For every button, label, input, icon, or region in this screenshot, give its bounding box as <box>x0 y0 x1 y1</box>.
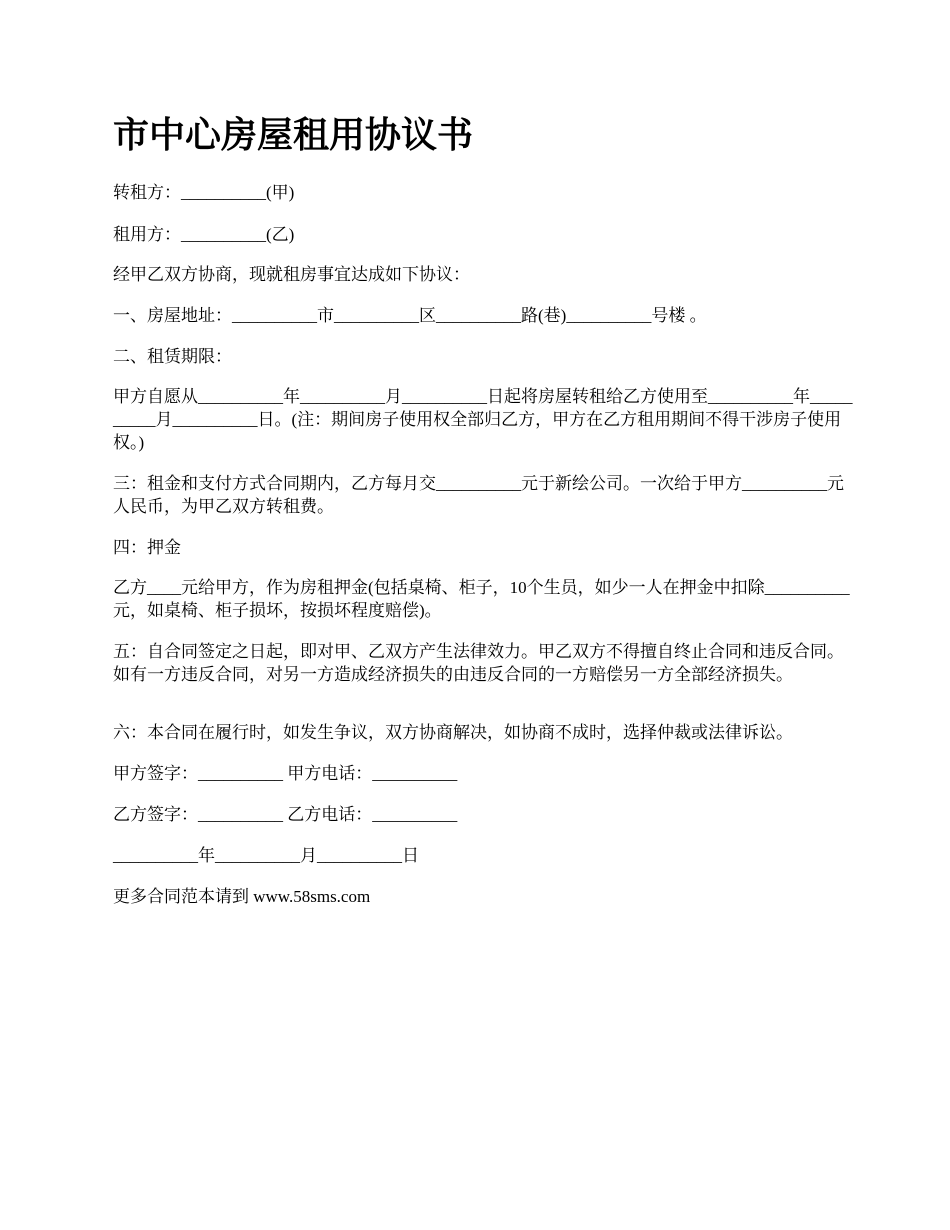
signature-line-party-a: 甲方签字：__________ 甲方电话：__________ <box>113 764 458 783</box>
paragraph-intro: 经甲乙双方协商，现就租房事宜达成如下协议： <box>113 265 470 284</box>
paragraph-validity: 五：自合同签定之日起，即对甲、乙双方产生法律效力。甲乙双方不得擅自终止合同和违反合同。如有一方违反合同，对另一方造成经济损失的由违反合同的一方赔偿另一方全部经济损失。 <box>113 642 844 684</box>
document-title: 市中心房屋租用协议书 <box>113 115 474 156</box>
footer-note: 更多合同范本请到 www.58sms.com <box>113 887 371 906</box>
signature-line-party-b: 乙方签字：__________ 乙方电话：__________ <box>113 805 458 824</box>
paragraph-sublessor: 转租方：__________(甲) <box>113 183 295 202</box>
paragraph-address: 一、房屋地址：__________市__________区__________路(巷)__________号楼 。 <box>113 306 707 325</box>
paragraph-lessee: 租用方：__________(乙) <box>113 225 295 244</box>
paragraph-dispute: 六：本合同在履行时，如发生争议，双方协商解决，如协商不成时，选择仲裁或法律诉讼。 <box>113 723 793 742</box>
paragraph-rent: 三：租金和支付方式合同期内，乙方每月交__________元于新绘公司。一次给于甲方__________元人民币，为甲乙双方转租费。 <box>113 474 844 516</box>
paragraph-term: 甲方自愿从__________年__________月__________日起将房屋转租给乙方使用至__________年__________月__________日。(注：期间房子使用权全部归乙方，甲方在乙方租用期间不得干涉房子使用权。) <box>113 387 853 452</box>
paragraph-deposit-heading: 四：押金 <box>113 538 181 557</box>
paragraph-term-heading: 二、租赁期限： <box>113 347 232 366</box>
date-line: __________年__________月__________日 <box>113 846 419 865</box>
paragraph-deposit: 乙方____元给甲方，作为房租押金(包括桌椅、柜子，10个生员，如少一人在押金中扣除__________元，如桌椅、柜子损坏，按损坏程度赔偿)。 <box>113 578 850 620</box>
